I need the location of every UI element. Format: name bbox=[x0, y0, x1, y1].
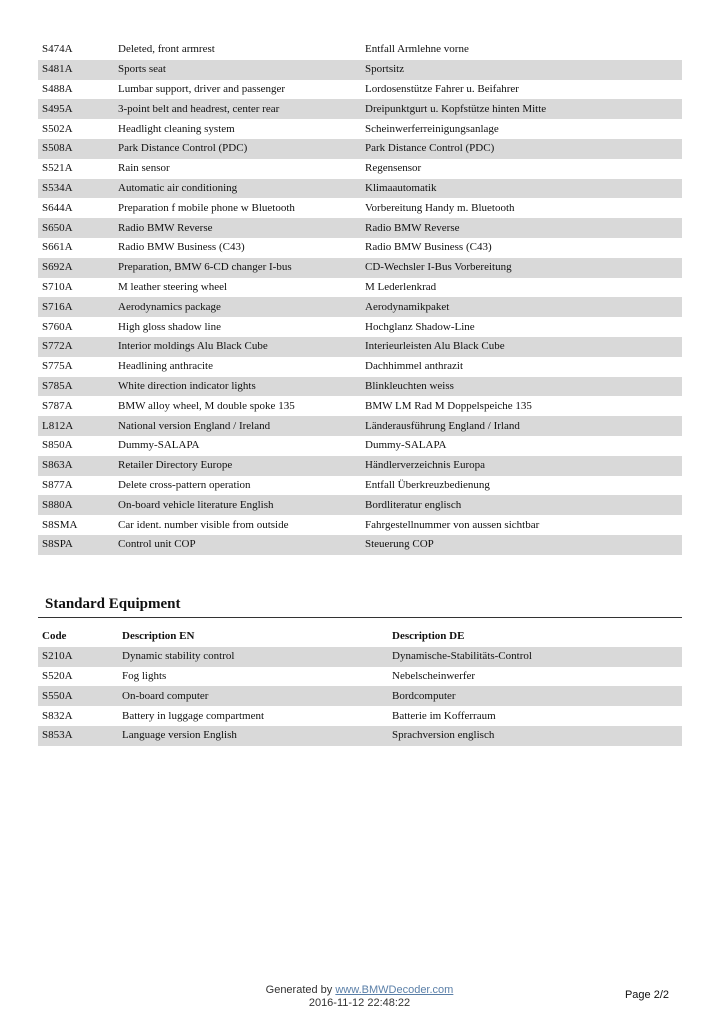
table-row bbox=[38, 119, 682, 139]
description-de: M Lederlenkrad bbox=[365, 280, 437, 293]
table-header-row bbox=[38, 627, 682, 647]
option-code: S474A bbox=[42, 43, 73, 56]
table-row bbox=[38, 60, 682, 80]
options-table-body bbox=[38, 40, 682, 555]
table-row bbox=[38, 179, 682, 199]
description-en: Lumbar support, driver and passenger bbox=[118, 82, 286, 95]
description-en: Dummy-SALAPA bbox=[118, 439, 200, 452]
description-en: National version England / Ireland bbox=[114, 416, 361, 436]
description-de: Entfall Überkreuzbedienung bbox=[365, 478, 490, 491]
description-de: Dachhimmel anthrazit bbox=[365, 360, 464, 373]
description-en: Park Distance Control (PDC) bbox=[114, 139, 361, 159]
table-row bbox=[38, 99, 682, 119]
section-divider bbox=[38, 617, 682, 618]
option-code: S760A bbox=[42, 320, 73, 333]
description-en: White direction indicator lights bbox=[114, 377, 361, 397]
option-code: S495A bbox=[38, 99, 114, 119]
description-de: Länderausführung England / Irland bbox=[361, 416, 682, 436]
option-code: S832A bbox=[42, 709, 73, 722]
generated-timestamp: 2016-11-12 22:48:22 bbox=[308, 997, 411, 1009]
description-en: Retailer Directory Europe bbox=[114, 456, 361, 476]
description-en: Preparation f mobile phone w Bluetooth bbox=[118, 201, 295, 214]
table-row bbox=[38, 686, 682, 706]
description-en: Car ident. number visible from outside bbox=[118, 518, 289, 531]
description-de: Blinkleuchten weiss bbox=[361, 377, 682, 397]
description-en: On-board computer bbox=[118, 686, 388, 706]
table-row bbox=[38, 317, 682, 337]
description-de: Lordosenstütze Fahrer u. Beifahrer bbox=[365, 82, 519, 95]
description-en: Headlight cleaning system bbox=[118, 122, 235, 135]
table-row bbox=[38, 515, 682, 535]
option-code: S787A bbox=[42, 399, 73, 412]
description-en: 3-point belt and headrest, center rear bbox=[114, 99, 361, 119]
table-row bbox=[38, 139, 682, 159]
table-row bbox=[38, 726, 682, 746]
option-code: S210A bbox=[38, 647, 118, 667]
option-code: S710A bbox=[42, 280, 73, 293]
description-de: Dummy-SALAPA bbox=[365, 439, 447, 452]
table-row bbox=[38, 198, 682, 218]
table-row bbox=[38, 476, 682, 496]
description-en: Dynamic stability control bbox=[118, 647, 388, 667]
table-row bbox=[38, 337, 682, 357]
table-row bbox=[38, 377, 682, 397]
description-de: BMW LM Rad M Doppelspeiche 135 bbox=[365, 399, 532, 412]
description-de: Hochglanz Shadow-Line bbox=[365, 320, 475, 333]
description-en: Headlining anthracite bbox=[118, 360, 213, 373]
table-row bbox=[38, 706, 682, 726]
description-en: On-board vehicle literature English bbox=[114, 495, 361, 515]
standard-equipment-table-body bbox=[38, 627, 682, 746]
description-en: Automatic air conditioning bbox=[114, 179, 361, 199]
bmwdecoder-link[interactable]: www.BMWDecoder.com bbox=[335, 984, 454, 996]
option-code: S502A bbox=[42, 122, 73, 135]
option-code: S661A bbox=[42, 241, 73, 254]
description-en: Delete cross-pattern operation bbox=[118, 478, 251, 491]
description-en: Preparation, BMW 6-CD changer I-bus bbox=[114, 258, 361, 278]
description-en: Fog lights bbox=[122, 669, 167, 682]
option-code: S8SPA bbox=[38, 535, 114, 555]
option-code: S772A bbox=[38, 337, 114, 357]
description-en: Deleted, front armrest bbox=[118, 43, 215, 56]
generated-by-label: Generated by bbox=[265, 984, 336, 996]
description-de: Entfall Armlehne vorne bbox=[365, 43, 469, 56]
description-de: Radio BMW Business (C43) bbox=[365, 241, 492, 254]
option-code: L812A bbox=[38, 416, 114, 436]
generated-by-line bbox=[0, 984, 719, 997]
option-code: S863A bbox=[38, 456, 114, 476]
table-row bbox=[38, 667, 682, 687]
table-row bbox=[38, 495, 682, 515]
option-code: S508A bbox=[38, 139, 114, 159]
option-code: S488A bbox=[42, 82, 73, 95]
option-code: S481A bbox=[38, 60, 114, 80]
description-de: Radio BMW Reverse bbox=[361, 218, 682, 238]
option-code: S716A bbox=[38, 297, 114, 317]
description-de: Fahrgestellnummer von aussen sichtbar bbox=[365, 518, 540, 531]
option-code: S853A bbox=[38, 726, 118, 746]
description-en: Rain sensor bbox=[118, 162, 170, 175]
description-en: Control unit COP bbox=[114, 535, 361, 555]
description-de: Steuerung COP bbox=[361, 535, 682, 555]
description-de: Sprachversion englisch bbox=[388, 726, 682, 746]
table-row bbox=[38, 238, 682, 258]
option-code: S692A bbox=[38, 258, 114, 278]
option-code: S650A bbox=[38, 218, 114, 238]
description-de: Dreipunktgurt u. Kopfstütze hinten Mitte bbox=[361, 99, 682, 119]
option-code: S644A bbox=[42, 201, 73, 214]
table-row bbox=[38, 416, 682, 436]
table-row bbox=[38, 218, 682, 238]
footer bbox=[0, 984, 719, 1010]
description-en: Radio BMW Reverse bbox=[114, 218, 361, 238]
description-de: Sportsitz bbox=[361, 60, 682, 80]
table-row bbox=[38, 647, 682, 667]
description-de: Nebelscheinwerfer bbox=[392, 669, 476, 682]
description-de: CD-Wechsler I-Bus Vorbereitung bbox=[361, 258, 682, 278]
description-en: Language version English bbox=[118, 726, 388, 746]
option-code: S8SMA bbox=[42, 518, 78, 531]
table-row bbox=[38, 436, 682, 456]
option-code: S877A bbox=[42, 478, 73, 491]
table-row bbox=[38, 40, 682, 60]
option-code: S550A bbox=[38, 686, 118, 706]
description-de: Regensensor bbox=[365, 162, 422, 175]
table-row bbox=[38, 357, 682, 377]
option-code: S534A bbox=[38, 179, 114, 199]
options-table bbox=[38, 40, 682, 555]
table-row bbox=[38, 258, 682, 278]
description-en: Interior moldings Alu Black Cube bbox=[114, 337, 361, 357]
option-code: S880A bbox=[38, 495, 114, 515]
standard-equipment-table bbox=[38, 627, 682, 746]
option-code: S785A bbox=[38, 377, 114, 397]
option-code: S850A bbox=[42, 439, 73, 452]
header-description-de: Description DE bbox=[392, 630, 465, 643]
table-row bbox=[38, 159, 682, 179]
description-de: Bordliteratur englisch bbox=[361, 495, 682, 515]
header-description-en: Description EN bbox=[122, 630, 195, 643]
description-de: Händlerverzeichnis Europa bbox=[361, 456, 682, 476]
description-en: High gloss shadow line bbox=[118, 320, 221, 333]
table-row bbox=[38, 297, 682, 317]
description-de: Batterie im Kofferraum bbox=[392, 709, 496, 722]
description-en: BMW alloy wheel, M double spoke 135 bbox=[118, 399, 295, 412]
header-code: Code bbox=[42, 630, 67, 643]
description-en: Sports seat bbox=[114, 60, 361, 80]
description-de: Park Distance Control (PDC) bbox=[361, 139, 682, 159]
description-de: Aerodynamikpaket bbox=[361, 297, 682, 317]
standard-equipment-title: Standard Equipment bbox=[45, 596, 181, 612]
option-code: S520A bbox=[42, 669, 73, 682]
table-row bbox=[38, 535, 682, 555]
table-row bbox=[38, 396, 682, 416]
description-de: Dynamische-Stabilitäts-Control bbox=[388, 647, 682, 667]
description-de: Vorbereitung Handy m. Bluetooth bbox=[365, 201, 515, 214]
description-de: Interieurleisten Alu Black Cube bbox=[361, 337, 682, 357]
page-number: Page 2/2 bbox=[624, 989, 669, 1001]
description-en: Aerodynamics package bbox=[114, 297, 361, 317]
table-row bbox=[38, 80, 682, 100]
option-code: S521A bbox=[42, 162, 73, 175]
table-row bbox=[38, 278, 682, 298]
table-row bbox=[38, 456, 682, 476]
description-de: Klimaautomatik bbox=[361, 179, 682, 199]
description-en: Radio BMW Business (C43) bbox=[118, 241, 245, 254]
option-code: S775A bbox=[42, 360, 73, 373]
description-en: Battery in luggage compartment bbox=[122, 709, 265, 722]
description-en: M leather steering wheel bbox=[118, 280, 228, 293]
description-de: Scheinwerferreinigungsanlage bbox=[365, 122, 499, 135]
description-de: Bordcomputer bbox=[388, 686, 682, 706]
